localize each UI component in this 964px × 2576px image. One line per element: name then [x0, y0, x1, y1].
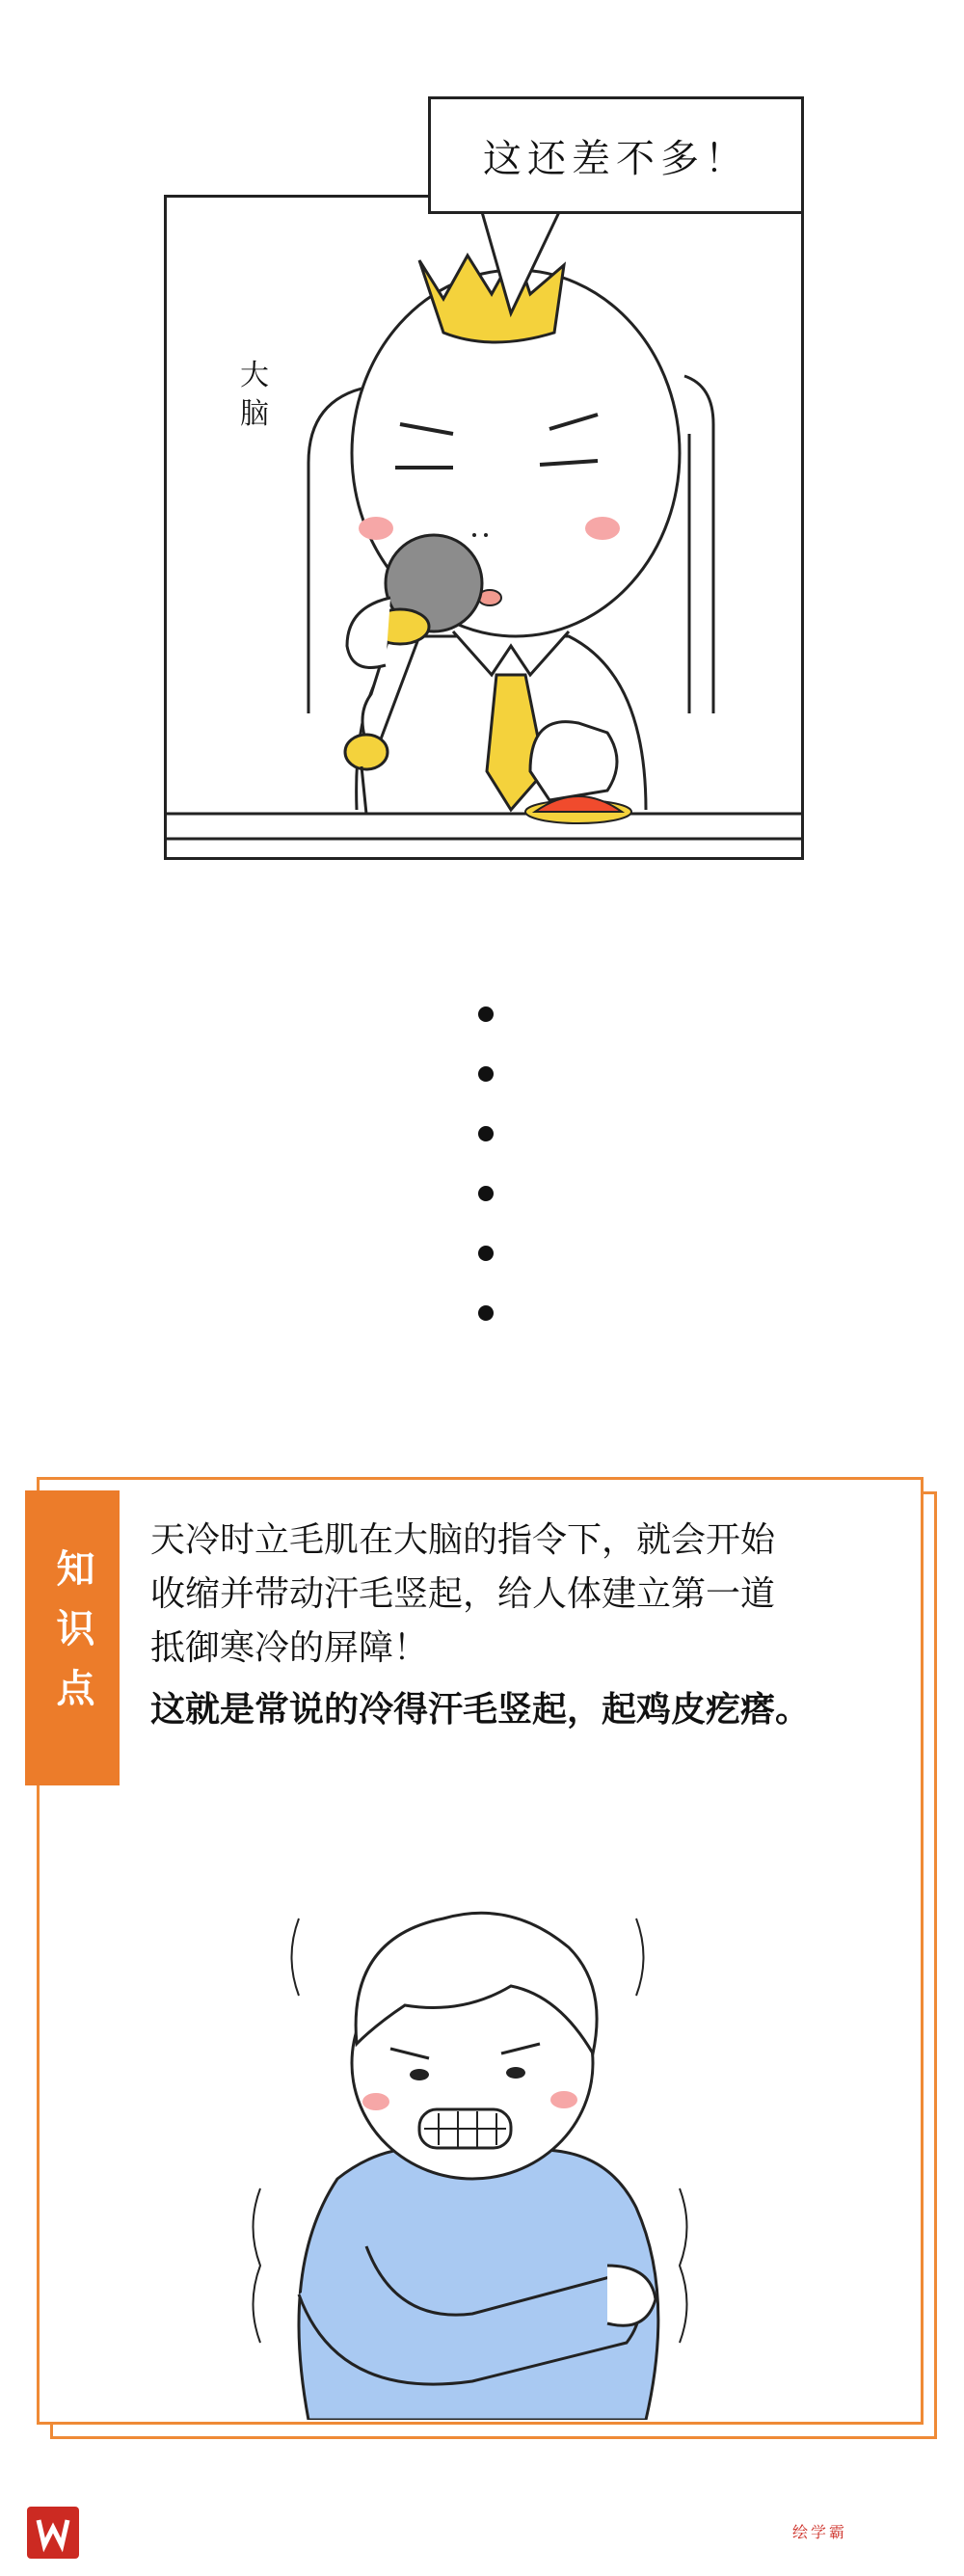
knowledge-line: 收缩并带动汗毛竖起，给人体建立第一道	[150, 1574, 776, 1614]
knowledge-text	[150, 1514, 883, 1737]
brand-name: 绘学霸	[792, 2523, 848, 2541]
shivering-boy-illustration	[222, 1861, 742, 2420]
speech-bubble	[428, 96, 804, 214]
brand-logo-icon	[27, 2507, 79, 2559]
ellipsis-dot	[478, 1066, 494, 1082]
knowledge-line: 抵御寒冷的屏障！	[150, 1628, 429, 1668]
knowledge-tab	[25, 1490, 120, 1785]
ellipsis-dot	[478, 1246, 494, 1261]
speech-text: 这还差不多！	[483, 136, 749, 181]
knowledge-line: 天冷时立毛肌在大脑的指令下，就会开始	[150, 1520, 776, 1560]
ellipsis-dot	[478, 1126, 494, 1141]
ellipsis-dot	[478, 1006, 494, 1022]
ellipsis-dot	[478, 1305, 494, 1321]
knowledge-tab-label: 知识点	[50, 1548, 94, 1728]
brain-label: 大脑	[240, 359, 269, 431]
ellipsis-dot	[478, 1186, 494, 1201]
knowledge-highlight: 这就是常说的冷得汗毛竖起，起鸡皮疙瘩。	[150, 1690, 811, 1730]
